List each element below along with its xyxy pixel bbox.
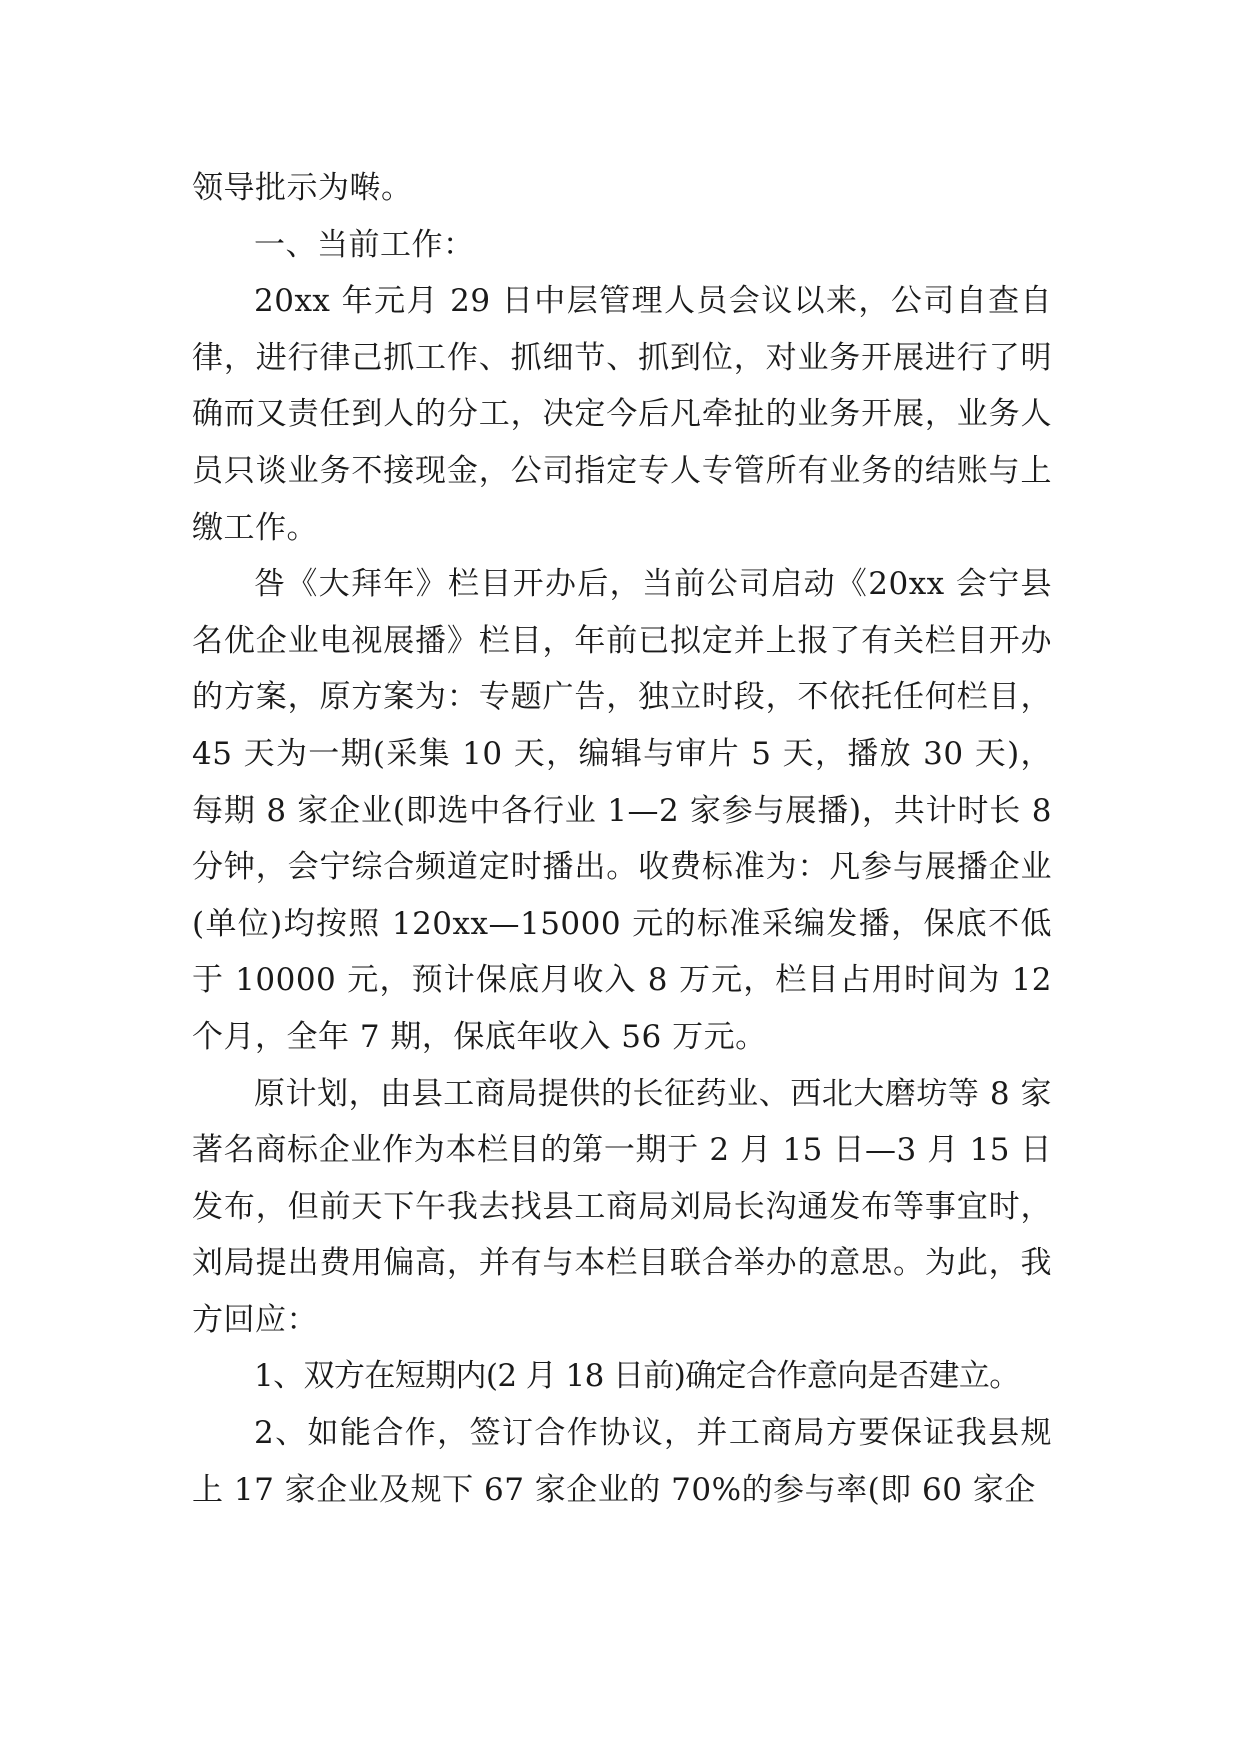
paragraph-closing-line: 领导批示为啭。 bbox=[192, 170, 413, 206]
paragraph-original-plan: 原计划，由县工商局提供的长征药业、西北大磨坊等 8 家著名商标企业作为本栏目的第一期于 2 月 15 日—3 月 15 日发布，但前天下午我去找县工商局刘局长沟通发布等事宜时，刘局提出费用偏高，并有与本栏目联合举办的意思。为此，我方回应： bbox=[192, 1075, 1052, 1338]
list-item-1: 1、双方在短期内(2 月 18 日前)确定合作意向是否建立。 bbox=[254, 1358, 1020, 1395]
section-heading-current-work: 一、当前工作： bbox=[254, 226, 475, 263]
list-item-2: 2、如能合作，签订合作协议，并工商局方要保证我县规上 17 家企业及规下 67 家企业的 70%的参与率(即 60 家企 bbox=[192, 1415, 1052, 1508]
document-body bbox=[192, 160, 1052, 1518]
paragraph-program-plan: 咎《大拜年》栏目开办后，当前公司启动《20xx 会宁县名优企业电视展播》栏目，年前已拟定并上报了有关栏目开办的方案，原方案为：专题广告，独立时段，不依托任何栏目，45 天为一期(采集 10 天，编辑与审片 5 天，播放 30 天)，每期 8 家企业(即选中各行业 1—2 家参与展播)，共计时长 8 分钟，会宁综合频道定时播出。收费标准为：凡参与展播企业(单位)均按照 120xx—15000 元的标准采编发播，保底不低于 10000 元，预计保底月收入 8 万元，栏目占用时间为 12 个月，全年 7 期，保底年收入 56 万元。 bbox=[192, 566, 1052, 1055]
paragraph-meeting: 20xx 年元月 29 日中层管理人员会议以来，公司自查自律，进行律己抓工作、抓细节、抓到位，对业务开展进行了明确而又责任到人的分工，决定今后凡牵扯的业务开展，业务人员只谈业务不接现金，公司指定专人专管所有业务的结账与上缴工作。 bbox=[192, 283, 1052, 546]
